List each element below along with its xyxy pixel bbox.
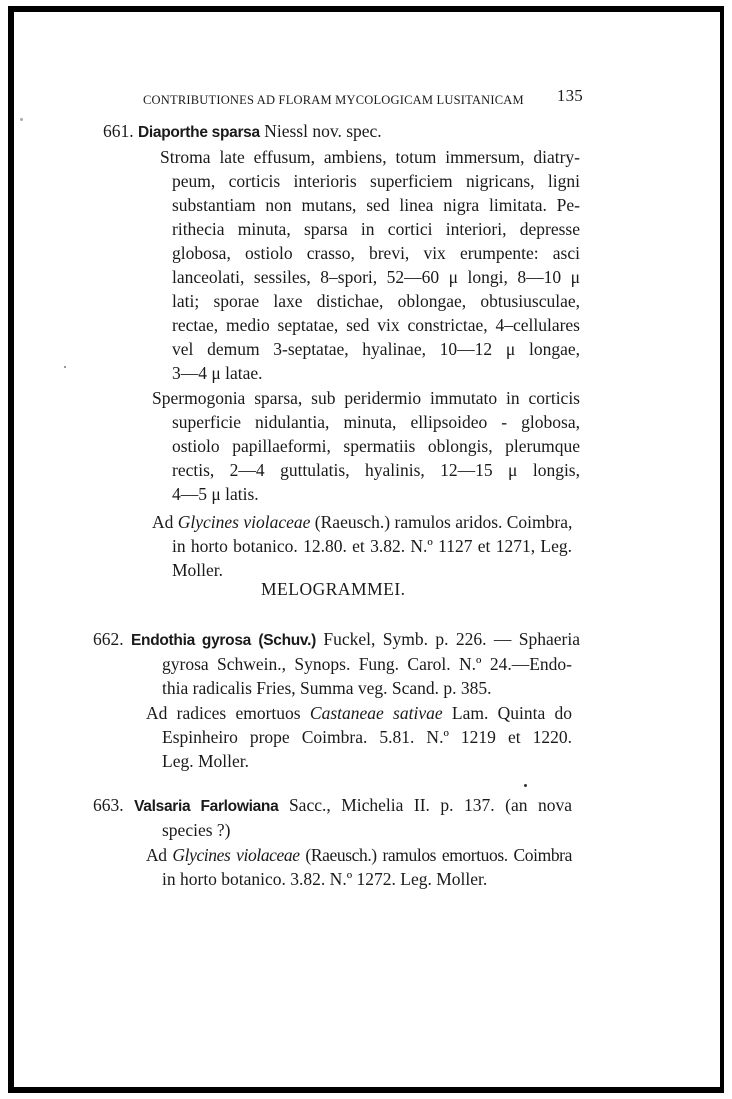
- description-line: 3—4 μ latae.: [172, 363, 263, 383]
- scan-speck: [524, 784, 527, 787]
- host-line: [146, 701, 572, 725]
- host-line: Moller.: [172, 560, 224, 580]
- species-name: Valsaria Farlowiana: [134, 798, 279, 815]
- entry-661-heading: [103, 119, 382, 145]
- species-authority: Niessl nov. spec.: [264, 121, 382, 141]
- running-header: [143, 88, 583, 112]
- description-line: vel demum 3-septatae, hyalinae, 10—12 μ longae,: [172, 339, 580, 359]
- description-line: gyrosa Schwein., Synops. Fung. Carol. N.º 24.—Endo-: [162, 654, 572, 674]
- species-name: Diaporthe sparsa: [138, 124, 260, 141]
- host-prefix: Ad: [152, 512, 174, 532]
- species-authority: (Schuv.): [258, 632, 316, 649]
- host-species: Glycines violaceae: [177, 512, 311, 532]
- host-rest: Lam. Quinta do: [451, 703, 573, 723]
- description-line: Spermogonia sparsa, sub peridermio immutato in corticis: [152, 388, 580, 408]
- description-line: peum, corticis interioris superficiem nigricans, ligni: [172, 171, 580, 191]
- entry-number: 661.: [103, 121, 134, 141]
- description-line: rectis, 2—4 guttulatis, hyalinis, 12—15 μ longis,: [172, 460, 580, 480]
- host-rest: (Raeusch.) ramulos aridos. Coimbra,: [314, 512, 573, 532]
- description-line: ostiolo papillaeformi, spermatiis oblongis, plerumque: [172, 436, 580, 456]
- header-title: CONTRIBUTIONES AD FLORAM MYCOLOGICAM LUSITANICAM: [143, 93, 524, 107]
- description-line: species ?): [162, 820, 231, 840]
- host-species: Castaneae sativae: [309, 703, 443, 723]
- entry-number: 662.: [93, 629, 124, 649]
- host-prefix: Ad radices emortuos: [146, 703, 301, 723]
- description-line: rectae, medio septatae, sed vix constrictae, 4–cellulares: [172, 315, 580, 335]
- description-line: thia radicalis Fries, Summa veg. Scand. p. 385.: [162, 678, 492, 698]
- entry-663-heading: [93, 793, 572, 819]
- description-line: 4—5 μ latis.: [172, 484, 259, 504]
- host-line: Espinheiro prope Coimbra. 5.81. N.º 1219 et 1220.: [162, 727, 572, 747]
- description-line: lati; sporae laxe distichae, oblongae, obtusiusculae,: [172, 291, 580, 311]
- scan-speck: [64, 366, 66, 368]
- host-line: [146, 843, 572, 867]
- host-prefix: Ad: [146, 845, 167, 865]
- host-line: [152, 510, 572, 534]
- host-species: Glycines violaceae: [172, 845, 300, 865]
- description-line: substantiam non mutans, sed linea nigra limitata. Pe-: [172, 195, 580, 215]
- scan-speck: [20, 118, 23, 121]
- page-number: 135: [556, 86, 583, 105]
- description-line: superficie nidulantia, minuta, ellipsoideo - globosa,: [172, 412, 580, 432]
- entry-number: 663.: [93, 795, 124, 815]
- description-line: rithecia minuta, sparsa in cortici interiori, depresse: [172, 219, 580, 239]
- citation: Fuckel, Symb. p. 226. — Sphaeria: [323, 629, 581, 649]
- species-name: Endothia gyrosa: [131, 632, 251, 649]
- description-line: Stroma late effusum, ambiens, totum immersum, diatry-: [160, 147, 580, 167]
- entry-662-heading: [93, 627, 580, 653]
- section-title: MELOGRAMMEI.: [261, 579, 406, 599]
- host-line: Leg. Moller.: [162, 751, 249, 771]
- description-line: lanceolati, sessiles, 8–spori, 52—60 μ longi, 8—10 μ: [172, 267, 580, 287]
- host-line: in horto botanico. 12.80. et 3.82. N.º 1127 et 1271, Leg.: [172, 536, 572, 556]
- description-line: globosa, ostiolo crasso, brevi, vix erumpente: asci: [172, 243, 580, 263]
- citation: Sacc., Michelia II. p. 137. (an nova: [288, 795, 573, 815]
- host-rest: (Raeusch.) ramulos emortuos. Coimbra: [305, 845, 572, 865]
- host-line: in horto botanico. 3.82. N.º 1272. Leg. Moller.: [162, 869, 488, 889]
